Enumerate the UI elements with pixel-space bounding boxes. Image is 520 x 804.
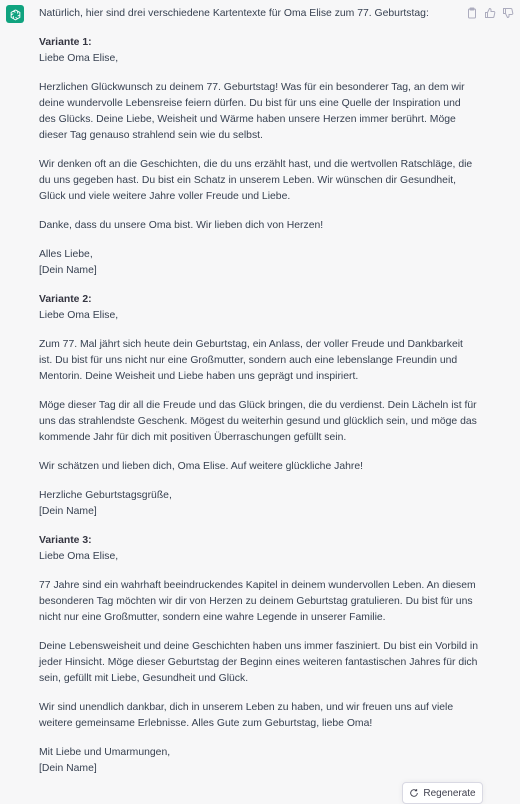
paragraph: Wir sind unendlich dankbar, dich in unserem Leben zu haben, und wir freuen uns auf viele weitere gemeinsame Erlebnisse. Alles Gute zum Geburtstag, liebe Oma! [39,702,454,729]
thumbs-up-icon[interactable] [484,6,496,18]
closing [39,745,479,777]
regenerate-button[interactable] [402,782,483,804]
signature: [Dein Name] [39,763,97,774]
paragraph: Möge dieser Tag dir all die Freude und das Glück bringen, die du verdienst. Dein Lächeln ist für uns das strahlendste Geschenk. Mögest du weiterhin gesund und glücklich sein, und möge das kommende Jahr für dich mit positiven Überraschungen gefüllt sein. [39,400,477,443]
openai-logo-icon [9,8,22,21]
closing-line: Herzliche Geburtstagsgrüße, [39,490,172,501]
paragraph: 77 Jahre sind ein wahrhaft beeindruckendes Kapitel in deinem wundervollen Leben. An diesem besonderen Tag möchten wir dir von Herzen zu deinem Geburtstag gratulieren. Du bist für uns nicht nur eine Großmutter, sondern eine wahre Legende in unserer Familie. [39,580,476,623]
paragraph: Herzlichen Glückwunsch zu deinem 77. Geburtstag! Was für ein besonderer Tag, an dem wir deine wundervolle Lebensreise feiern dürfen. Du bist für uns eine Quelle der Inspiration und des Glücks. Deine Liebe, Weisheit und Wärme haben unsere Herzen immer berührt. Möge dieser Tag genauso strahlend sein wie du selbst. [39,82,465,141]
paragraph: Wir denken oft an die Geschichten, die du uns erzählt hast, und die wertvollen Ratschläge, die du uns gegeben hast. Du bist ein Schatz in unserem Leben. Wir wünschen dir Gesundheit, Glück und viele weitere Jahre voller Freude und Liebe. [39,159,473,202]
variant-2 [39,292,479,520]
closing-line: Mit Liebe und Umarmungen, [39,747,171,758]
regenerate-label: Regenerate [423,787,476,799]
closing-line: Alles Liebe, [39,249,93,260]
signature: [Dein Name] [39,265,97,276]
message-intro: Natürlich, hier sind drei verschiedene Kartentexte für Oma Elise zum 77. Geburtstag: [39,8,429,19]
greeting: Liebe Oma Elise, [39,310,119,321]
signature: [Dein Name] [39,506,97,517]
closing [39,488,479,520]
refresh-icon [409,788,419,798]
variant-3 [39,533,479,777]
assistant-avatar [6,5,24,23]
variant-title: Variante 2: [39,294,92,305]
variant-title: Variante 3: [39,535,92,546]
assistant-message [39,6,479,790]
variant-1 [39,35,479,279]
closing [39,247,479,279]
greeting: Liebe Oma Elise, [39,551,119,562]
thumbs-down-icon[interactable] [502,6,514,18]
paragraph: Deine Lebensweisheit und deine Geschichten haben uns immer fasziniert. Du bist ein Vorbild in jeder Hinsicht. Möge dieser Geburtstag der Beginn eines weiteren fantastischen Jahres für dich sein, gefüllt mit Liebe, Gesundheit und Glück. [39,641,478,684]
variant-title: Variante 1: [39,37,92,48]
paragraph: Danke, dass du unsere Oma bist. Wir lieben dich von Herzen! [39,220,324,231]
paragraph: Wir schätzen und lieben dich, Oma Elise. Auf weitere glückliche Jahre! [39,461,363,472]
greeting: Liebe Oma Elise, [39,53,119,64]
paragraph: Zum 77. Mal jährt sich heute dein Geburtstag, ein Anlass, der voller Freude und Dankbarkeit ist. Du bist für uns nicht nur eine Großmutter, sondern auch eine lebenslange Freundin und Mentorin. Deine Weisheit und Liebe haben uns geprägt und inspiriert. [39,339,463,382]
